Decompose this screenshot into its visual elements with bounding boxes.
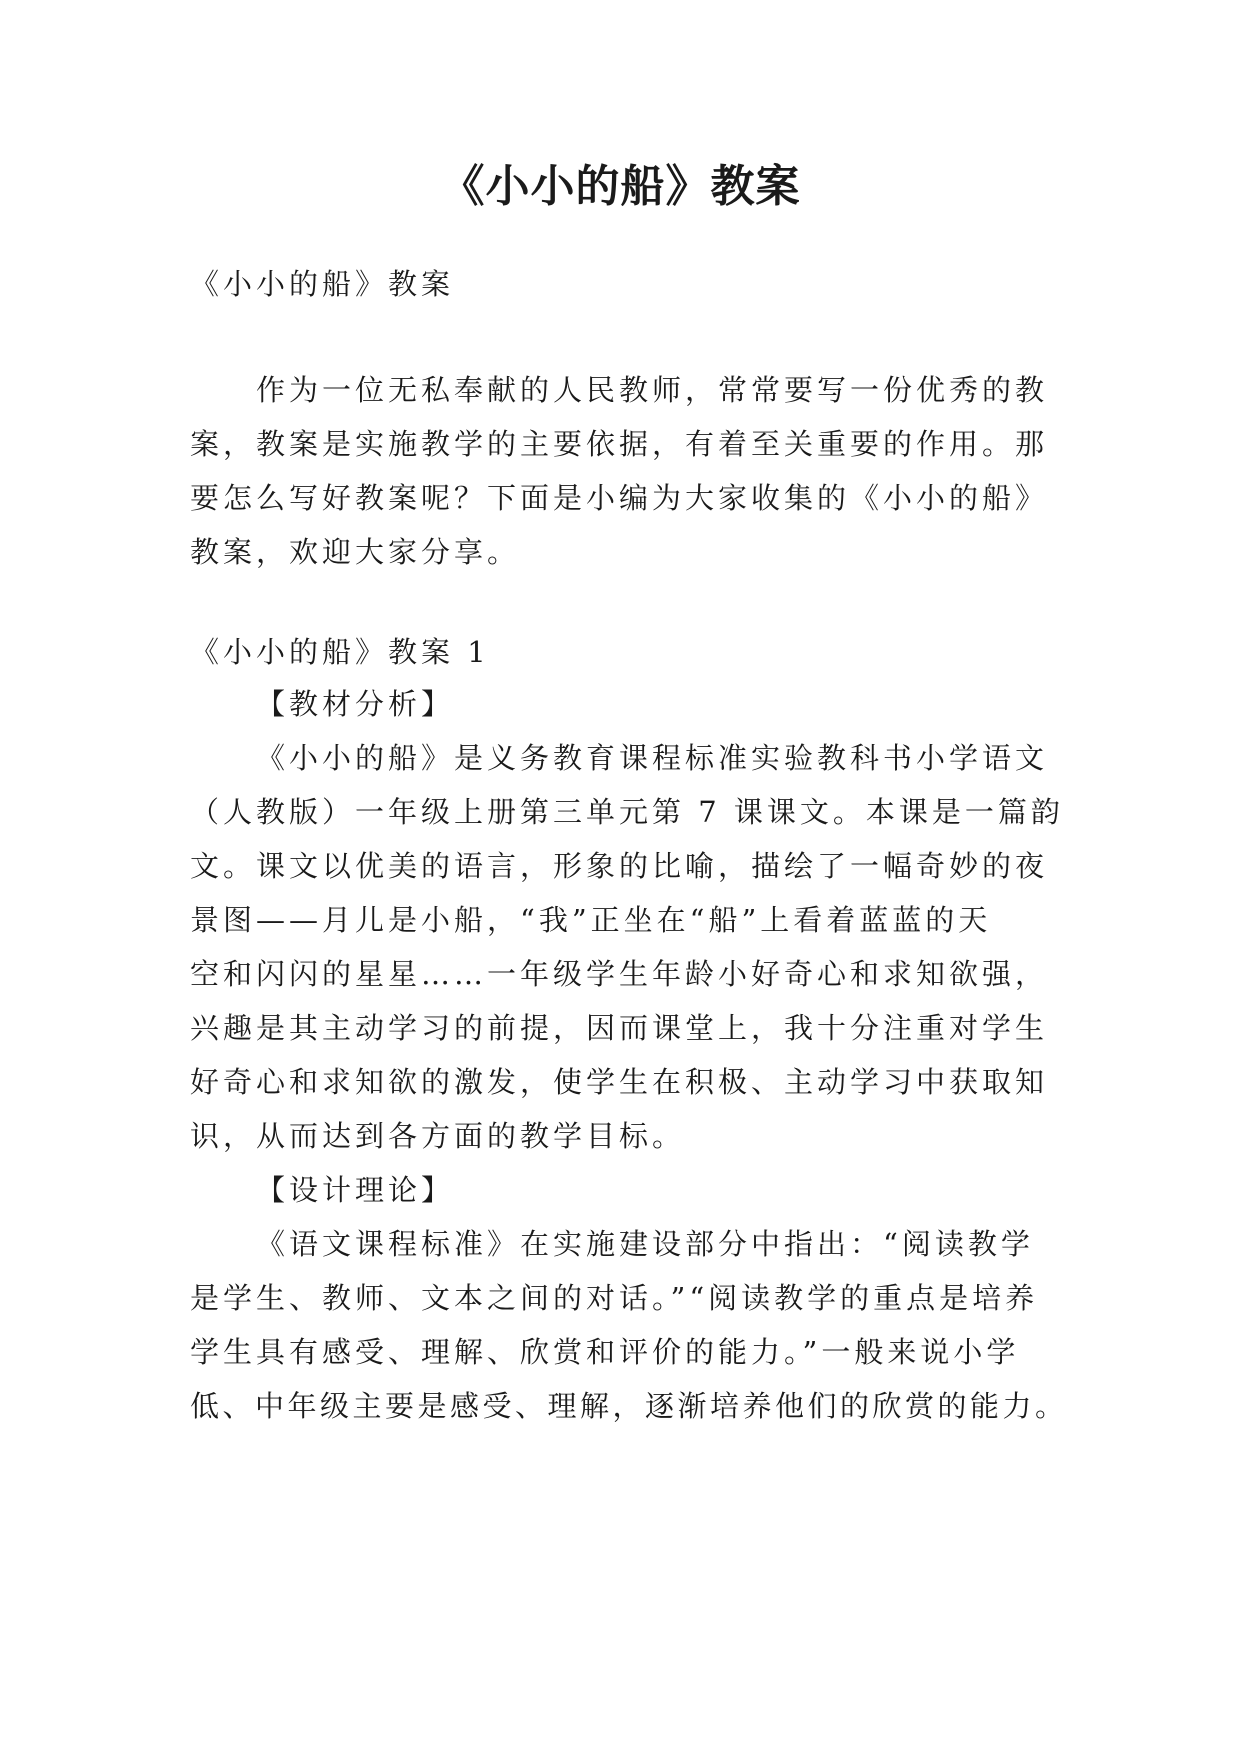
analysis-line: 景图——月儿是小船，“我”正坐在“船”上看着蓝蓝的天 [190, 903, 992, 937]
document-title: 《小小的船》教案 [440, 161, 801, 212]
theory-line: 是学生、教师、文本之间的对话。”“阅读教学的重点是培养 [190, 1281, 1039, 1315]
intro-line: 要怎么写好教案呢？下面是小编为大家收集的《小小的船》 [190, 481, 1049, 515]
analysis-line: 兴趣是其主动学习的前提，因而课堂上，我十分注重对学生 [190, 1011, 1049, 1045]
analysis-line: 《小小的船》是义务教育课程标准实验教科书小学语文 [256, 741, 1049, 775]
theory-line: 低、中年级主要是感受、理解，逐渐培养他们的欣赏的能力。 [190, 1389, 1068, 1423]
analysis-line: 识，从而达到各方面的教学目标。 [190, 1119, 686, 1153]
theory-heading: 【设计理论】 [256, 1173, 455, 1207]
analysis-line: 文。课文以优美的语言，形象的比喻，描绘了一幅奇妙的夜 [190, 849, 1049, 883]
analysis-line: （人教版）一年级上册第三单元第 7 课课文。本课是一篇韵 [190, 795, 1064, 829]
theory-line: 学生具有感受、理解、欣赏和评价的能力。”一般来说小学 [190, 1335, 1020, 1369]
analysis-heading: 【教材分析】 [256, 687, 455, 721]
intro-line: 教案，欢迎大家分享。 [190, 535, 521, 569]
analysis-line: 空和闪闪的星星……一年级学生年龄小好奇心和求知欲强， [190, 957, 1049, 991]
intro-line: 案，教案是实施教学的主要依据，有着至关重要的作用。那 [190, 427, 1049, 461]
intro-line: 作为一位无私奉献的人民教师，常常要写一份优秀的教 [256, 373, 1049, 407]
document-subtitle: 《小小的船》教案 [190, 267, 455, 301]
theory-line: 《语文课程标准》在实施建设部分中指出：“阅读教学 [256, 1227, 1034, 1261]
analysis-line: 好奇心和求知欲的激发，使学生在积极、主动学习中获取知 [190, 1065, 1049, 1099]
section-heading: 《小小的船》教案 1 [190, 635, 490, 669]
